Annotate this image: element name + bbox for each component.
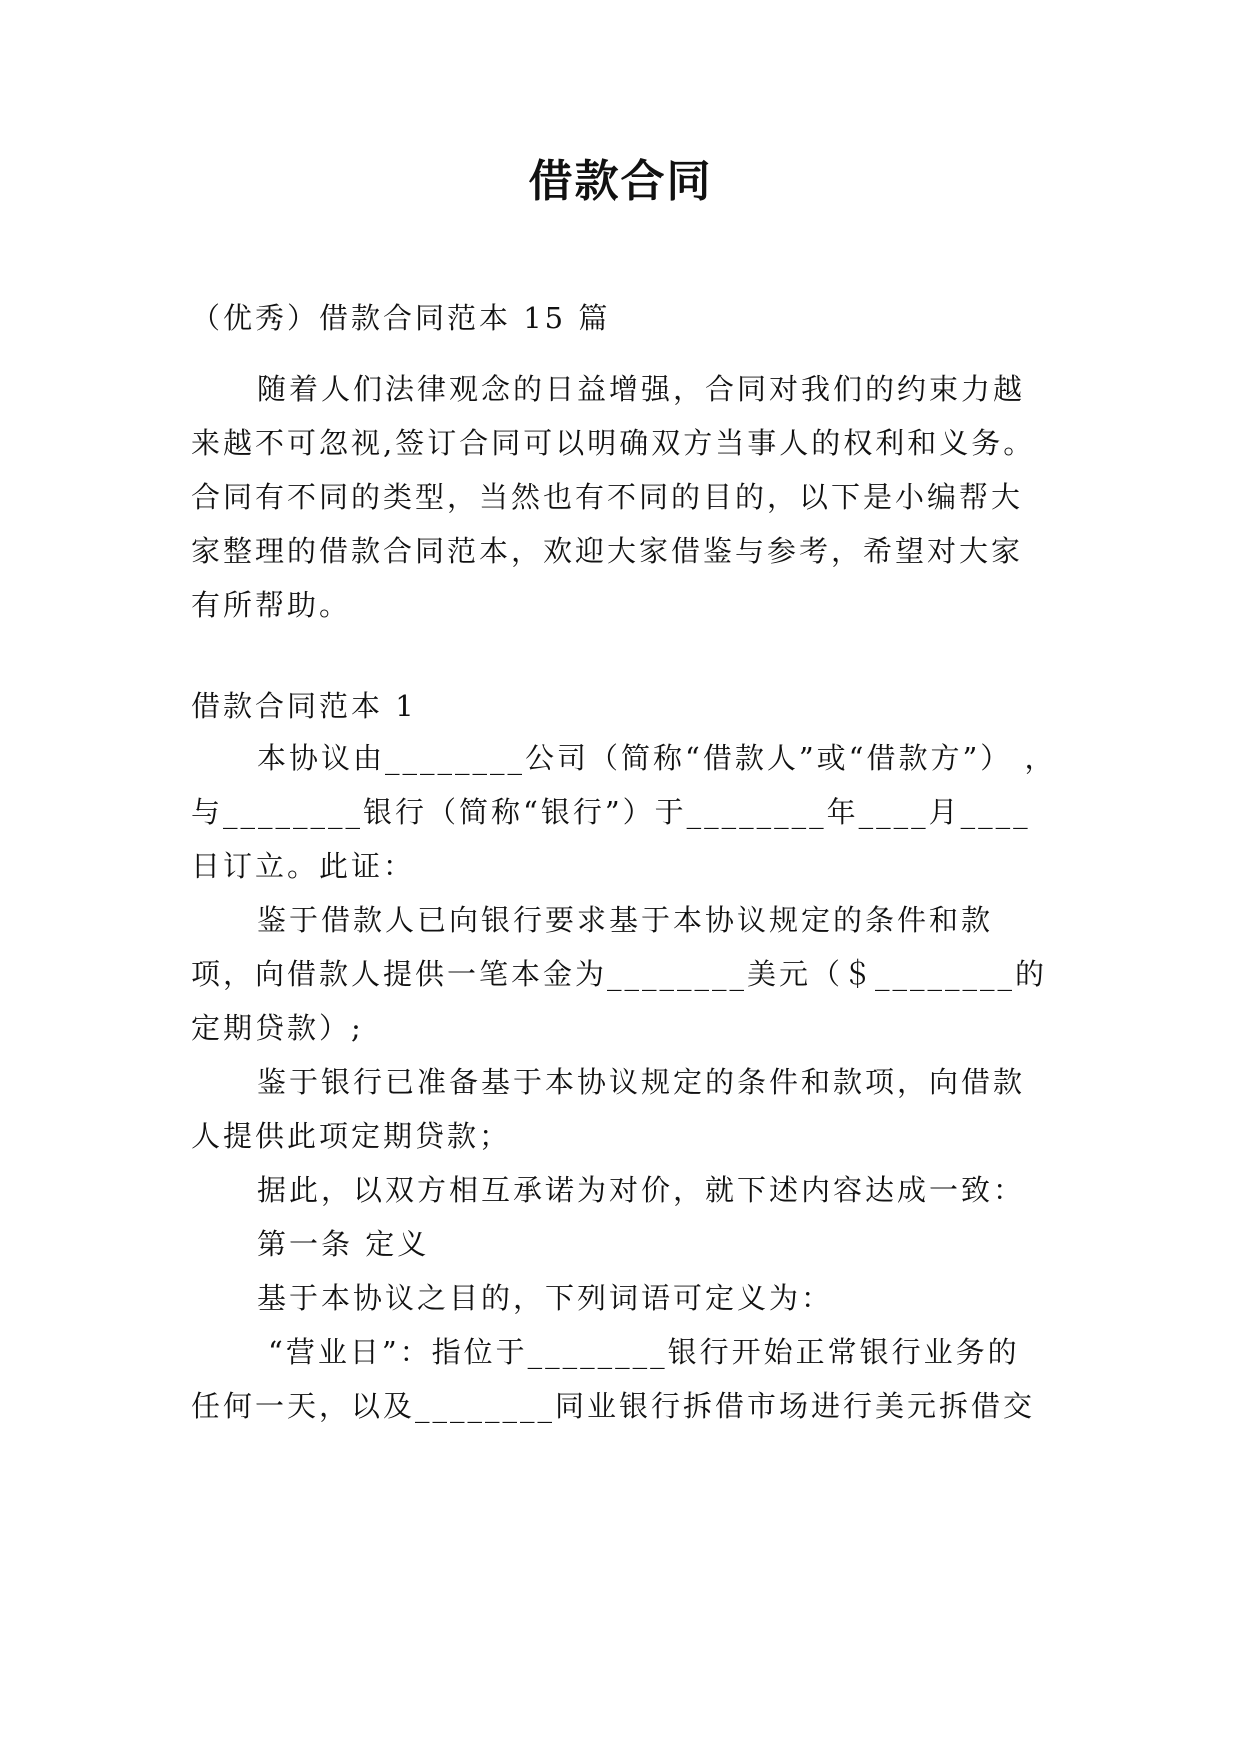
intro-line-3: 合同有不同的类型，当然也有不同的目的，以下是小编帮大 bbox=[191, 480, 1024, 514]
body-line-12: “营业日”：指位于________银行开始正常银行业务的 bbox=[268, 1335, 1020, 1369]
intro-line-4: 家整理的借款合同范本，欢迎大家借鉴与参考，希望对大家 bbox=[191, 534, 1024, 568]
body-line-1: 本协议由________公司（简称“借款人”或“借款方”） ， bbox=[257, 741, 1057, 775]
body-line-6: 定期贷款）; bbox=[191, 1011, 364, 1045]
section-heading: 借款合同范本 1 bbox=[191, 689, 417, 723]
intro-line-5: 有所帮助。 bbox=[191, 588, 352, 622]
body-line-3: 日订立。此证： bbox=[191, 849, 416, 883]
body-line-9: 据此，以双方相互承诺为对价，就下述内容达成一致： bbox=[257, 1173, 1026, 1207]
intro-line-1: 随着人们法律观念的日益增强，合同对我们的约束力越 bbox=[257, 372, 1026, 406]
body-line-11: 基于本协议之目的，下列词语可定义为： bbox=[257, 1281, 834, 1315]
body-line-4: 鉴于借款人已向银行要求基于本协议规定的条件和款 bbox=[257, 903, 994, 937]
body-line-7: 鉴于银行已准备基于本协议规定的条件和款项，向借款 bbox=[257, 1065, 1026, 1099]
document-subtitle: （优秀）借款合同范本 15 篇 bbox=[191, 301, 611, 335]
document-title: 借款合同 bbox=[528, 156, 713, 207]
body-line-5: 项，向借款人提供一笔本金为________美元（＄________的 bbox=[191, 957, 1048, 991]
body-line-2: 与________银行（简称“银行”）于________年____月____ bbox=[191, 795, 1031, 829]
body-line-13: 任何一天，以及________同业银行拆借市场进行美元拆借交 bbox=[191, 1389, 1036, 1423]
article-heading: 第一条 定义 bbox=[257, 1227, 430, 1261]
intro-line-2: 来越不可忽视,签订合同可以明确双方当事人的权利和义务。 bbox=[191, 426, 1036, 460]
body-line-8: 人提供此项定期贷款； bbox=[191, 1119, 512, 1153]
